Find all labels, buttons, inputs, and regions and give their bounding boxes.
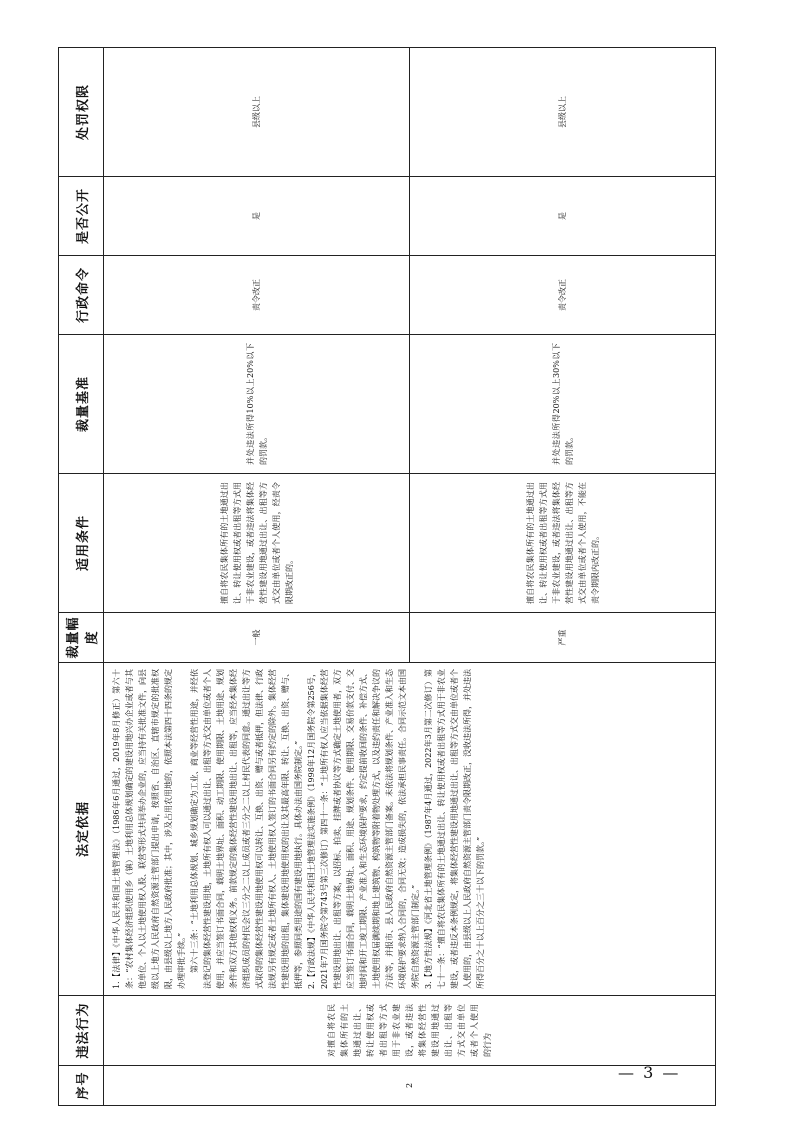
public-general: 是: [104, 177, 410, 256]
violation-act: 对擅自将农民集体所有的土地通过出让、转让使用权或者出租等方式用于非农业建设，或者违法将集体经营性建设用地通过出让、出租等方式交由单位或者个人使用的行为: [104, 996, 716, 1066]
command-serious: 责令改正: [410, 256, 716, 335]
header-no: 序号: [59, 1066, 104, 1106]
legal-basis-paragraph: 1.【法律】《中华人民共和国土地管理法》（1986年6月通过，2019年8月修正）第六十条：“农村集体经济组织使用乡（镇）土地利用总体规划确定的建设用地兴办企业或者与其他单位、个人以土地使用权入股、联营等形式共同举办企业的，应当持有关批准文件，向县级以上地方人民政府自然资源主管部门提出申请，按照省、自治区、直辖市规定的批准权限，由县级以上地方人民政府批准；其中，涉及占用农用地的，依照本法第四十四条的规定办理审批手续。”: [112, 669, 186, 989]
standard-general: 并处违法所得10%以上20%以下的罚款。: [104, 335, 410, 474]
penalty-discretion-table: [58, 47, 716, 1106]
authority-serious: 县级以上: [410, 48, 716, 177]
condition-serious: 擅自将农民集体所有的土地通过出让、转让使用权或者出租等方式用于非农业建设，或者违法将集体经营性建设用地通过出让、出租等方式交由单位或者个人使用，不能在责令期限内改正的。: [410, 474, 716, 613]
command-general: 责令改正: [104, 256, 410, 335]
rotated-table-container: [58, 48, 716, 1106]
header-authority: 处罚权限: [59, 48, 104, 177]
header-act: 违法行为: [59, 996, 104, 1066]
table-row: [104, 48, 410, 1106]
header-public: 是否公开: [59, 177, 104, 256]
header-condition: 适用条件: [59, 474, 104, 613]
degree-general: 一般: [104, 613, 410, 663]
row-number: 2: [104, 1066, 716, 1106]
legal-basis-paragraph: 3.【地方性法规】《河北省土地管理条例》（1987年4月通过，2022年3月第二次修订）第七十一条：“擅自将农民集体所有的土地通过出让、转让使用权或者出租等方式用于非农业建设，或者违反本条例规定，将集体经营性建设用地通过出让、出租等方式交由单位或者个人使用的，由县级以上人民政府自然资源主管部门责令限期改正，没收违法所得，并处违法所得百分之十以上百分之三十以下的罚款。”: [424, 669, 485, 989]
legal-basis: [104, 663, 716, 996]
legal-basis-paragraph: 2.【行政法规】《中华人民共和国土地管理法实施条例》（1998年12月国务院令第256号，2021年7月国务院令第743号第三次修订）第四十一条：“土地所有权人应当依据集体经营性建设用地出让、出租等方案，以招标、拍卖、挂牌或者协议等方式确定土地使用者，双方应当签订书面合同，载明土地界址、面积、用途、规划条件、使用期限、交易价款支付、交地时间和开工竣工期限、产业准入和生态环境保护要求，约定提前收回的条件、补偿方式、土地使用权届满续期和地上建筑物、构筑物等附着物处理方式，以及违约责任和解决争议的方法等，并报市、县人民政府自然资源主管部门备案。未依法将规划条件、产业准入和生态环境保护要求纳入合同的，合同无效；造成损失的，依法承担民事责任。合同示范文本由国务院自然资源主管部门制定。”: [307, 669, 420, 989]
header-command: 行政命令: [59, 256, 104, 335]
header-standard: 裁量基准: [59, 335, 104, 474]
legal-basis-paragraph: 第六十三条：“土地利用总体规划、城乡规划确定为工业、商业等经营性用途，并经依法登记的集体经营性建设用地，土地所有权人可以通过出让、出租等方式交由单位或者个人使用，并应当签订书面合同，载明土地界址、面积、动工期限、使用期限、土地用途、规划条件和双方其他权利义务。前款规定的集体经营性建设用地出让、出租等，应当经本集体经济组织成员的村民会议三分之二以上成员或者三分之二以上村民代表的同意。通过出让等方式取得的集体经营性建设用地使用权可以转让、互换、出资、赠与或者抵押，但法律、行政法规另有规定或者土地所有权人、土地使用权人签订的书面合同另有约定的除外。集体经营性建设用地的出租，集体建设用地使用权的出让及其最高年限、转让、互换、出资、赠与、抵押等，参照同类用途的国有建设用地执行。具体办法由国务院制定。”: [190, 669, 303, 989]
header-degree: 裁量幅度: [59, 613, 104, 663]
page-number: — 3 —: [618, 1063, 681, 1082]
public-serious: 是: [410, 177, 716, 256]
degree-serious: 严重: [410, 613, 716, 663]
standard-serious: 并处违法所得20%以上30%以下的罚款。: [410, 335, 716, 474]
authority-general: 县级以上: [104, 48, 410, 177]
header-row: [59, 48, 104, 1106]
header-law: 法定依据: [59, 663, 104, 996]
condition-general: 擅自将农民集体所有的土地通过出让、转让使用权或者出租等方式用于非农业建设，或者违法将集体经营性建设用地通过出让、出租等方式交由单位或者个人使用，经责令限期改正的。: [104, 474, 410, 613]
